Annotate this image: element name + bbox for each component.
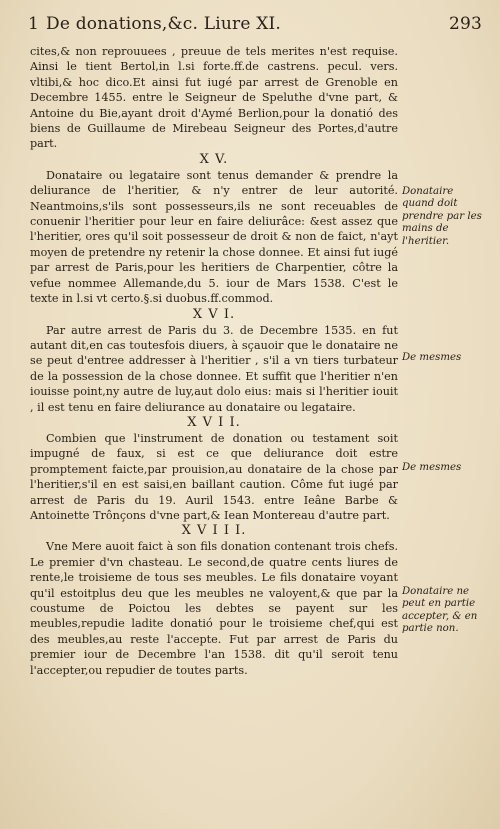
margin-note-de-mesmes-1: De mesmes — [402, 352, 462, 363]
main-text — [30, 44, 398, 678]
running-title: De donations,&c. Liure XI. — [46, 14, 282, 34]
paragraph-xvii: Combien que l'instrument de donation ou testament soit impugné de faux, si est ce que deliurance doit estre promptement faicte,par prouision,au donataire de la chose par l'heritier,s'il en est saisi,en baillant caution. Côme fut iugé par arrest de Paris du 19. Auril 1543. entre Ieâne Barbe & Antoinette Trônçons d'vne part,& Iean Montereau d'autre part. — [30, 431, 398, 522]
section-heading-xvii: X V I I. — [187, 414, 241, 430]
paragraph-continuation: cites,& non reprouuees , preuue de tels merites n'est requise. Ainsi le tient Bertol,in l.si forte.ff.de castrens. pecul. vers. vltibi,& hoc dico.Et ainsi fut iugé par arrest de Grenoble en Decembre 1455. entre le Seigneur de Speluthe d'vne part, & Antoine du Bie,ayant droit d'Aymé Berlion,pour la donatió des biens de Guillaume de Mirebeau Seigneur des Portes,d'autre part. — [30, 45, 398, 151]
section-heading-xvi: X V I. — [192, 306, 236, 322]
section-heading-xv: X V. — [199, 151, 229, 167]
folio-left: 1 — [28, 14, 40, 34]
page-number: 293 — [448, 14, 482, 34]
running-header — [28, 14, 482, 40]
paragraph-xviii: Vne Mere auoit faict à son fils donation contenant trois chefs. Le premier d'vn chasteau. Le second,de quatre cents liures de rente,le troisieme de tous ses meubles. Le fils donataire voyant qu'il estoitplus deu que les meubles ne valoyent,& que par la coustume de Poictou les debtes se payent sur les meubles,repudie ladite donatió pour le troisieme chef,qui est des meubles,au reste l'accepte. Fut par arrest de Paris du premier iour de Decembre l'an 1538. dit qu'il seroit tenu l'accepter,ou repudier de toutes parts. — [30, 540, 398, 677]
margin-note-donataire: Donataire quand doit prendre par les mains de l'heritier. — [402, 186, 482, 247]
margin-note-de-mesmes-2: De mesmes — [402, 462, 462, 473]
section-heading-xviii: X V I I I. — [181, 523, 247, 539]
paragraph-xvi: Par autre arrest de Paris du 3. de Decembre 1535. en fut autant dit,en cas toutesfois diuers, à sçauoir que le donataire ne se peut d'entree addresser à l'heritier , s'il a vn tiers turbateur de la possession de la chose donnee. Et suffit que l'heritier n'en iouisse point,ny autre de luy,aut dolo eius: mais si l'heritier iouit , il est tenu en faire deliurance au donataire ou legataire. — [30, 323, 398, 414]
margin-note-donataire-partie: Donataire ne peut en partie accepter, & en partie non. — [402, 586, 478, 635]
paragraph-xv: Donataire ou legataire sont tenus demander & prendre la deliurance de l'heritier, & n'y entrer de leur autorité. Neantmoins,s'ils sont possesseurs,ils ne sont receuables de conuenir l'heritier pour leur en faire deliurâce: &est assez que l'heritier, ores qu'il soit possesseur de droit & non de faict, n'ayt moyen de pretendre ny retenir la chose donnee. Et ainsi fut iugé par arrest de Paris,pour les heritiers de Charpentier, côtre la vefue nommee Allemande,du 5. iour de Mars 1538. C'est le texte in l.si vt certo.§.si duobus.ff.commod. — [30, 168, 398, 306]
